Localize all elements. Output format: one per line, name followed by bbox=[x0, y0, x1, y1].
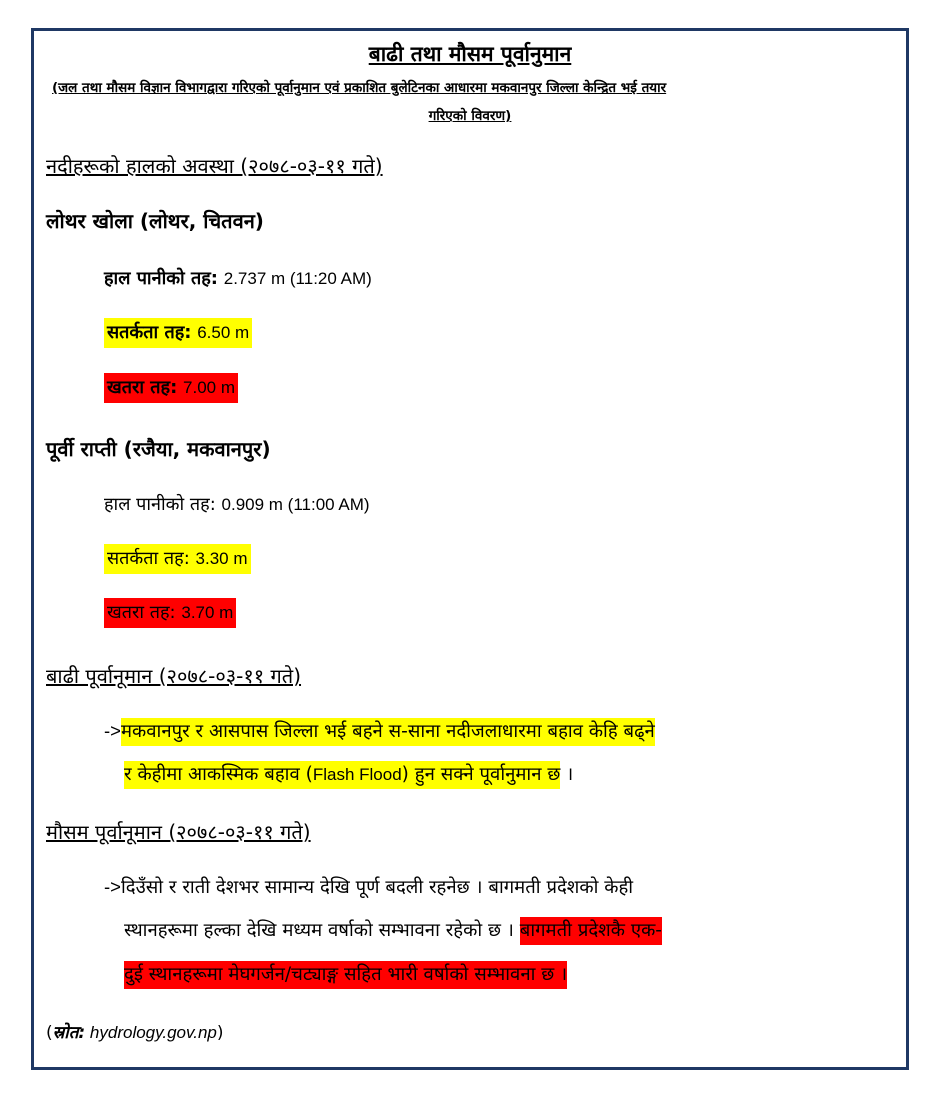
source-label: स्रोत: bbox=[52, 1023, 86, 1043]
warning-level-label: सतर्कता तह: bbox=[107, 548, 190, 569]
flood-text-a: र केहीमा आकस्मिक बहाव ( bbox=[124, 764, 313, 785]
subtitle-line-2 bbox=[0, 106, 940, 124]
station-1-danger-level bbox=[104, 373, 238, 403]
danger-level-value: 3.70 m bbox=[181, 603, 234, 622]
weather-forecast-line-2 bbox=[124, 914, 662, 948]
arrow-marker: -> bbox=[104, 876, 121, 897]
danger-level-value: 7.00 m bbox=[183, 378, 236, 397]
station-2-name: पूर्वी राप्ती (रजैया, मकवानपुर) bbox=[46, 437, 271, 461]
weather-forecast-line-3 bbox=[124, 958, 567, 992]
weather-red-highlight-2: दुई स्थानहरूमा मेघगर्जन/चट्याङ्ग सहित भारी वर्षाको सम्भावना छ । bbox=[124, 961, 567, 989]
current-level-label: हाल पानीको तह: bbox=[104, 494, 216, 515]
current-level-label: हाल पानीको तह: bbox=[104, 268, 218, 289]
subtitle-line-1: (जल तथा मौसम विज्ञान विभागद्वारा गरिएको पूर्वानुमान एवं प्रकाशित बुलेटिनका आधारमा मकवानपुर जिल्ला केन्द्रित भई तयार bbox=[52, 80, 667, 96]
flood-forecast-line-2 bbox=[124, 758, 573, 792]
source-citation bbox=[46, 1020, 224, 1043]
warning-level-label: सतर्कता तह: bbox=[107, 322, 192, 343]
flood-forecast-line-1 bbox=[104, 714, 655, 749]
station-2-danger-level bbox=[104, 598, 236, 628]
document-title: बाढी तथा मौसम पूर्वानुमान bbox=[368, 42, 572, 66]
weather-text-1: दिउँसो र राती देशभर सामान्य देखि पूर्ण बदली रहनेछ । बागमती प्रदेशको केही bbox=[120, 877, 634, 898]
danger-level-label: खतरा तह: bbox=[107, 602, 176, 623]
rivers-heading: नदीहरूको हालको अवस्था (२०७८-०३-११ गते) bbox=[46, 154, 383, 178]
weather-forecast-line-1 bbox=[104, 870, 633, 905]
arrow-marker: -> bbox=[104, 720, 121, 741]
flood-forecast-heading: बाढी पूर्वानूमान (२०७८-०३-११ गते) bbox=[46, 664, 302, 688]
current-level-value: 0.909 m (11:00 AM) bbox=[221, 495, 370, 514]
station-1-warning-level bbox=[104, 318, 252, 348]
flood-highlight-2 bbox=[124, 761, 560, 789]
station-1-current-level bbox=[104, 266, 372, 290]
station-2-current-level bbox=[104, 492, 370, 516]
subtitle-line-2-text: गरिएको विवरण) bbox=[428, 108, 512, 124]
flood-text-c: ) हुन सक्ने पूर्वानुमान छ bbox=[401, 764, 561, 785]
station-1-name: लोथर खोला (लोथर, चितवन) bbox=[46, 209, 264, 233]
source-open-paren: ( bbox=[46, 1023, 53, 1043]
station-2-warning-level bbox=[104, 544, 251, 574]
warning-level-value: 6.50 m bbox=[197, 323, 250, 342]
source-close-paren: ) bbox=[216, 1023, 224, 1043]
current-level-value: 2.737 m (11:20 AM) bbox=[223, 269, 372, 288]
source-website: hydrology.gov.np bbox=[85, 1023, 217, 1042]
weather-text-2: स्थानहरूमा हल्का देखि मध्यम वर्षाको सम्भावना रहेको छ । bbox=[124, 920, 520, 941]
danger-level-label: खतरा तह: bbox=[107, 377, 178, 398]
weather-red-highlight-1: बागमती प्रदेशकै एक- bbox=[520, 917, 662, 945]
warning-level-value: 3.30 m bbox=[195, 549, 248, 568]
flood-highlight-1: मकवानपुर र आसपास जिल्ला भई बहने स-साना नदीजलाधारमा बहाव केहि बढ्ने bbox=[121, 718, 655, 746]
weather-forecast-heading: मौसम पूर्वानूमान (२०७८-०३-११ गते) bbox=[46, 820, 311, 844]
flash-flood-term: Flash Flood bbox=[312, 765, 402, 784]
flood-line-end: । bbox=[560, 764, 574, 785]
